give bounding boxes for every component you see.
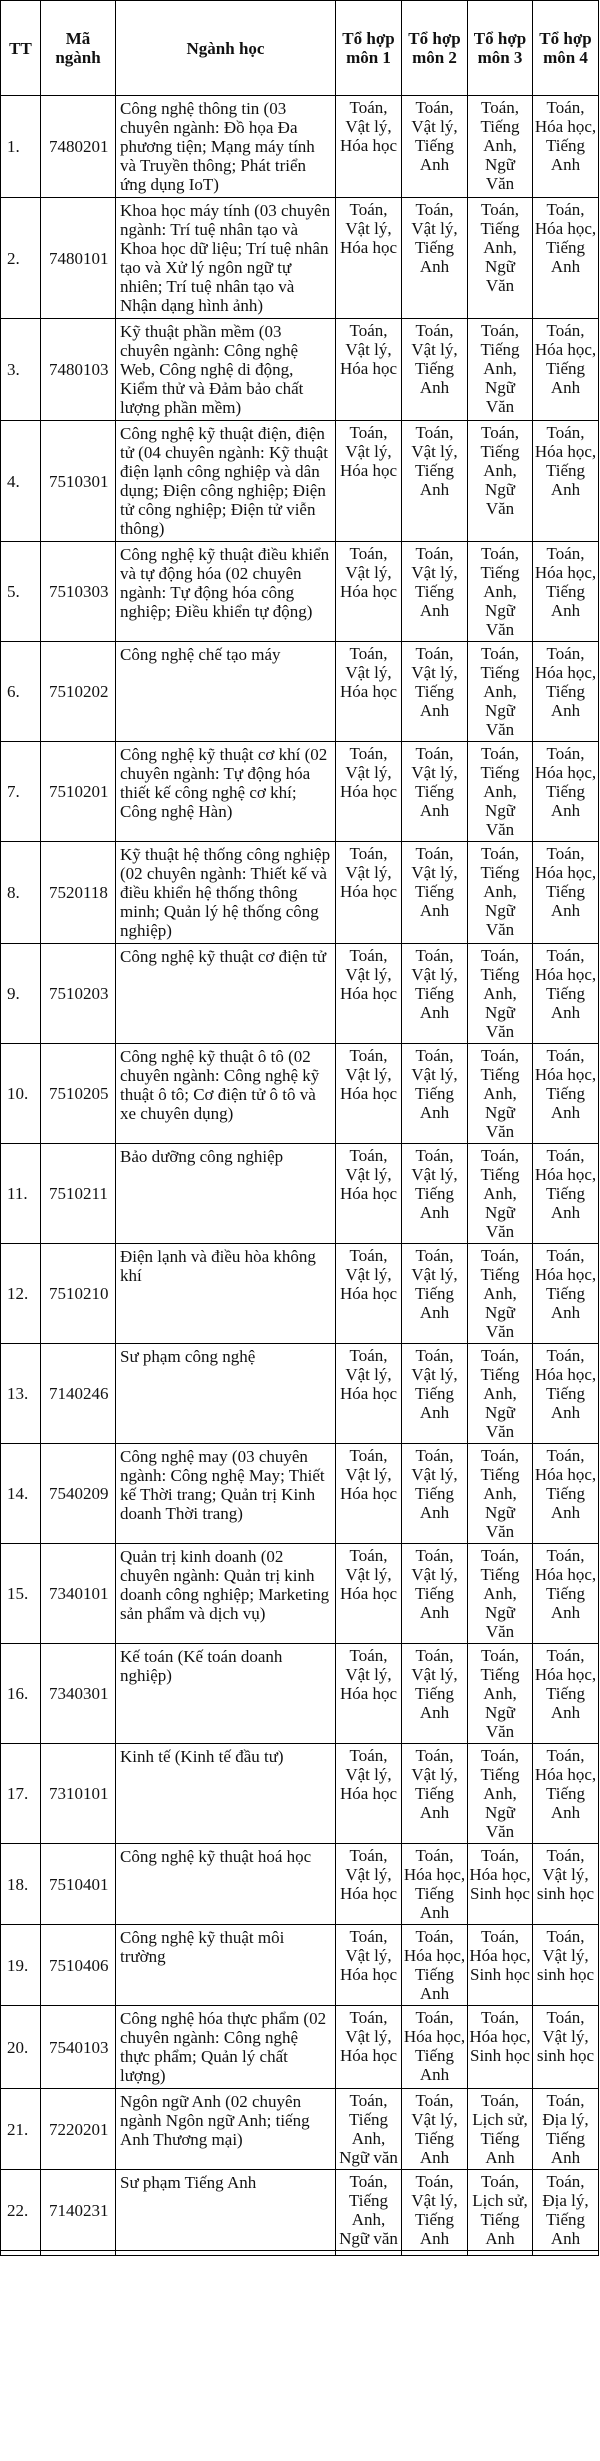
subject-combo-2: Toán, Hóa học, Tiếng Anh <box>402 1844 468 1925</box>
table-row-cutoff <box>1 2251 599 2256</box>
subject-combo-4: Toán, Hóa học, Tiếng Anh <box>533 1044 599 1144</box>
subject-combo-3: Toán, Tiếng Anh, Ngữ Văn <box>468 1344 533 1444</box>
major-code: 7480103 <box>41 319 116 421</box>
subject-combo-2: Toán, Vật lý, Tiếng Anh <box>402 1144 468 1244</box>
major-code: 7220201 <box>41 2089 116 2170</box>
row-number: 20. <box>1 2006 41 2089</box>
major-name: Kế toán (Kế toán doanh nghiệp) <box>116 1644 336 1744</box>
row-number: 16. <box>1 1644 41 1744</box>
major-name: Sư phạm công nghệ <box>116 1344 336 1444</box>
major-name: Công nghệ hóa thực phẩm (02 chuyên ngành: Công nghệ thực phẩm; Quản lý chất lượng) <box>116 2006 336 2089</box>
major-code: 7140231 <box>41 2170 116 2251</box>
subject-combo-2: Toán, Vật lý, Tiếng Anh <box>402 1044 468 1144</box>
subject-combo-4: Toán, Địa lý, Tiếng Anh <box>533 2170 599 2251</box>
subject-combo-4: Toán, Hóa học, Tiếng Anh <box>533 944 599 1044</box>
subject-combo-4: Toán, Hóa học, Tiếng Anh <box>533 319 599 421</box>
subject-combo-3: Toán, Tiếng Anh, Ngữ Văn <box>468 842 533 944</box>
table-row <box>1 2089 599 2170</box>
table-row <box>1 421 599 542</box>
row-number: 9. <box>1 944 41 1044</box>
subject-combo-4: Toán, Hóa học, Tiếng Anh <box>533 642 599 742</box>
subject-combo-1: Toán, Vật lý, Hóa học <box>336 1044 402 1144</box>
subject-combo-3: Toán, Tiếng Anh, Ngữ Văn <box>468 96 533 198</box>
major-code: 7340101 <box>41 1544 116 1644</box>
row-number: 18. <box>1 1844 41 1925</box>
subject-combo-2: Toán, Vật lý, Tiếng Anh <box>402 1244 468 1344</box>
subject-combo-4: Toán, Hóa học, Tiếng Anh <box>533 96 599 198</box>
table-row <box>1 319 599 421</box>
subject-combo-2: Toán, Vật lý, Tiếng Anh <box>402 542 468 642</box>
major-code: 7510401 <box>41 1844 116 1925</box>
table-body <box>1 96 599 2251</box>
subject-combo-2: Toán, Vật lý, Tiếng Anh <box>402 1744 468 1844</box>
major-code: 7480101 <box>41 198 116 319</box>
subject-combo-4: Toán, Hóa học, Tiếng Anh <box>533 1744 599 1844</box>
table-row <box>1 1144 599 1244</box>
major-code: 7510406 <box>41 1925 116 2006</box>
subject-combo-4: Toán, Vật lý, sinh học <box>533 1925 599 2006</box>
row-number: 17. <box>1 1744 41 1844</box>
major-name: Công nghệ kỹ thuật điều khiển và tự động hóa (02 chuyên ngành: Tự động hóa công nghiệp; Điều khiển tự động) <box>116 542 336 642</box>
row-number: 3. <box>1 319 41 421</box>
header-row <box>1 1 599 96</box>
row-number: 14. <box>1 1444 41 1544</box>
table-row <box>1 1444 599 1544</box>
subject-combo-1: Toán, Vật lý, Hóa học <box>336 2006 402 2089</box>
subject-combo-3: Toán, Lịch sử, Tiếng Anh <box>468 2089 533 2170</box>
subject-combo-3: Toán, Tiếng Anh, Ngữ Văn <box>468 1544 533 1644</box>
subject-combo-2: Toán, Vật lý, Tiếng Anh <box>402 2170 468 2251</box>
row-number: 7. <box>1 742 41 842</box>
subject-combo-1: Toán, Vật lý, Hóa học <box>336 842 402 944</box>
table-row <box>1 944 599 1044</box>
row-number: 8. <box>1 842 41 944</box>
row-number: 22. <box>1 2170 41 2251</box>
subject-combo-4: Toán, Hóa học, Tiếng Anh <box>533 1544 599 1644</box>
row-number: 1. <box>1 96 41 198</box>
header-to-hop-4: Tổ hợp môn 4 <box>533 1 599 96</box>
row-number: 5. <box>1 542 41 642</box>
subject-combo-3: Toán, Tiếng Anh, Ngữ Văn <box>468 1644 533 1744</box>
subject-combo-3: Toán, Tiếng Anh, Ngữ Văn <box>468 1244 533 1344</box>
subject-combo-3: Toán, Tiếng Anh, Ngữ Văn <box>468 1044 533 1144</box>
major-name: Công nghệ kỹ thuật cơ điện tử <box>116 944 336 1044</box>
major-name: Khoa học máy tính (03 chuyên ngành: Trí tuệ nhân tạo và Khoa học dữ liệu; Trí tuệ nhân tạo và Xử lý ngôn ngữ tự nhiên; Trí tuệ nhân tạo và Nhận dạng hình ảnh) <box>116 198 336 319</box>
row-number: 15. <box>1 1544 41 1644</box>
subject-combo-4: Toán, Địa lý, Tiếng Anh <box>533 2089 599 2170</box>
subject-combo-2: Toán, Vật lý, Tiếng Anh <box>402 96 468 198</box>
subject-combo-4: Toán, Hóa học, Tiếng Anh <box>533 742 599 842</box>
row-number: 13. <box>1 1344 41 1444</box>
header-to-hop-3: Tổ hợp môn 3 <box>468 1 533 96</box>
row-number: 4. <box>1 421 41 542</box>
row-number: 19. <box>1 1925 41 2006</box>
subject-combo-2: Toán, Vật lý, Tiếng Anh <box>402 198 468 319</box>
subject-combo-2: Toán, Vật lý, Tiếng Anh <box>402 944 468 1044</box>
table-row <box>1 1844 599 1925</box>
table-row <box>1 96 599 198</box>
major-name: Công nghệ kỹ thuật môi trường <box>116 1925 336 2006</box>
subject-combo-3: Toán, Tiếng Anh, Ngữ Văn <box>468 319 533 421</box>
subject-combo-1: Toán, Vật lý, Hóa học <box>336 1144 402 1244</box>
major-code: 7510301 <box>41 421 116 542</box>
subject-combo-2: Toán, Vật lý, Tiếng Anh <box>402 1544 468 1644</box>
table-row <box>1 1044 599 1144</box>
header-ma-nganh: Mã ngành <box>41 1 116 96</box>
table-row <box>1 2006 599 2089</box>
major-code: 7510303 <box>41 542 116 642</box>
subject-combo-2: Toán, Vật lý, Tiếng Anh <box>402 421 468 542</box>
subject-combo-4: Toán, Hóa học, Tiếng Anh <box>533 1644 599 1744</box>
subject-combo-1: Toán, Vật lý, Hóa học <box>336 1344 402 1444</box>
subject-combo-3: Toán, Tiếng Anh, Ngữ Văn <box>468 944 533 1044</box>
subject-combo-4: Toán, Hóa học, Tiếng Anh <box>533 1244 599 1344</box>
table-row <box>1 198 599 319</box>
subject-combo-1: Toán, Vật lý, Hóa học <box>336 1844 402 1925</box>
subject-combo-2: Toán, Vật lý, Tiếng Anh <box>402 1344 468 1444</box>
subject-combo-4: Toán, Hóa học, Tiếng Anh <box>533 421 599 542</box>
table-row <box>1 1244 599 1344</box>
subject-combo-2: Toán, Vật lý, Tiếng Anh <box>402 319 468 421</box>
subject-combo-1: Toán, Tiếng Anh, Ngữ văn <box>336 2170 402 2251</box>
table-row <box>1 1644 599 1744</box>
subject-combo-3: Toán, Tiếng Anh, Ngữ Văn <box>468 1144 533 1244</box>
subject-combo-4: Toán, Hóa học, Tiếng Anh <box>533 542 599 642</box>
table-row <box>1 2170 599 2251</box>
subject-combo-4: Toán, Vật lý, sinh học <box>533 1844 599 1925</box>
subject-combo-2: Toán, Vật lý, Tiếng Anh <box>402 742 468 842</box>
row-number: 2. <box>1 198 41 319</box>
subject-combo-1: Toán, Vật lý, Hóa học <box>336 1644 402 1744</box>
major-name: Công nghệ thông tin (03 chuyên ngành: Đồ họa Đa phương tiện; Mạng máy tính và Truyền thông; Phát triển ứng dụng IoT) <box>116 96 336 198</box>
major-code: 7510205 <box>41 1044 116 1144</box>
subject-combo-2: Toán, Vật lý, Tiếng Anh <box>402 2089 468 2170</box>
subject-combo-1: Toán, Tiếng Anh, Ngữ văn <box>336 2089 402 2170</box>
subject-combo-4: Toán, Hóa học, Tiếng Anh <box>533 1144 599 1244</box>
subject-combo-3: Toán, Lịch sử, Tiếng Anh <box>468 2170 533 2251</box>
major-name: Công nghệ kỹ thuật điện, điện tử (04 chuyên ngành: Kỹ thuật điện lạnh công nghiệp và dân dụng; Điện công nghiệp; Điện tử công nghiệp; Điện tử viễn thông) <box>116 421 336 542</box>
subject-combo-3: Toán, Tiếng Anh, Ngữ Văn <box>468 421 533 542</box>
subject-combo-1: Toán, Vật lý, Hóa học <box>336 1444 402 1544</box>
major-name: Kinh tế (Kinh tế đầu tư) <box>116 1744 336 1844</box>
major-name: Ngôn ngữ Anh (02 chuyên ngành Ngôn ngữ Anh; tiếng Anh Thương mại) <box>116 2089 336 2170</box>
subject-combo-1: Toán, Vật lý, Hóa học <box>336 642 402 742</box>
major-name: Bảo dưỡng công nghiệp <box>116 1144 336 1244</box>
subject-combo-1: Toán, Vật lý, Hóa học <box>336 1544 402 1644</box>
subject-combo-4: Toán, Vật lý, sinh học <box>533 2006 599 2089</box>
row-number: 12. <box>1 1244 41 1344</box>
major-code: 7340301 <box>41 1644 116 1744</box>
subject-combo-1: Toán, Vật lý, Hóa học <box>336 96 402 198</box>
major-name: Công nghệ kỹ thuật ô tô (02 chuyên ngành: Công nghệ kỹ thuật ô tô; Cơ điện tử ô tô và xe chuyên dụng) <box>116 1044 336 1144</box>
table-row <box>1 742 599 842</box>
major-name: Công nghệ chế tạo máy <box>116 642 336 742</box>
major-code: 7510203 <box>41 944 116 1044</box>
subject-combo-1: Toán, Vật lý, Hóa học <box>336 421 402 542</box>
major-code: 7510211 <box>41 1144 116 1244</box>
subject-combo-1: Toán, Vật lý, Hóa học <box>336 319 402 421</box>
subject-combo-1: Toán, Vật lý, Hóa học <box>336 1244 402 1344</box>
subject-combo-3: Toán, Tiếng Anh, Ngữ Văn <box>468 742 533 842</box>
table-row <box>1 542 599 642</box>
subject-combo-1: Toán, Vật lý, Hóa học <box>336 198 402 319</box>
subject-combo-1: Toán, Vật lý, Hóa học <box>336 542 402 642</box>
header-tt: TT <box>1 1 41 96</box>
major-code: 7510202 <box>41 642 116 742</box>
table-row <box>1 842 599 944</box>
subject-combo-3: Toán, Hóa học, Sinh học <box>468 1925 533 2006</box>
header-nganh-hoc: Ngành học <box>116 1 336 96</box>
major-code: 7480201 <box>41 96 116 198</box>
row-number: 10. <box>1 1044 41 1144</box>
subject-combo-2: Toán, Hóa học, Tiếng Anh <box>402 2006 468 2089</box>
subject-combo-4: Toán, Hóa học, Tiếng Anh <box>533 842 599 944</box>
table-row <box>1 642 599 742</box>
header-to-hop-2: Tổ hợp môn 2 <box>402 1 468 96</box>
subject-combo-2: Toán, Vật lý, Tiếng Anh <box>402 1444 468 1544</box>
subject-combo-3: Toán, Tiếng Anh, Ngữ Văn <box>468 1744 533 1844</box>
subject-combo-3: Toán, Tiếng Anh, Ngữ Văn <box>468 642 533 742</box>
subject-combo-4: Toán, Hóa học, Tiếng Anh <box>533 1344 599 1444</box>
subject-combo-2: Toán, Vật lý, Tiếng Anh <box>402 1644 468 1744</box>
major-name: Kỹ thuật hệ thống công nghiệp (02 chuyên ngành: Thiết kế và điều khiển hệ thống thông minh; Quản lý hệ thống công nghiệp) <box>116 842 336 944</box>
major-code: 7510210 <box>41 1244 116 1344</box>
table-row <box>1 1925 599 2006</box>
major-code: 7520118 <box>41 842 116 944</box>
subject-combo-1: Toán, Vật lý, Hóa học <box>336 1925 402 2006</box>
subject-combo-3: Toán, Tiếng Anh, Ngữ Văn <box>468 1444 533 1544</box>
subject-combo-2: Toán, Vật lý, Tiếng Anh <box>402 842 468 944</box>
table-row <box>1 1544 599 1644</box>
subject-combo-3: Toán, Hóa học, Sinh học <box>468 1844 533 1925</box>
major-code: 7540209 <box>41 1444 116 1544</box>
row-number: 21. <box>1 2089 41 2170</box>
header-to-hop-1: Tổ hợp môn 1 <box>336 1 402 96</box>
major-code: 7540103 <box>41 2006 116 2089</box>
major-code: 7140246 <box>41 1344 116 1444</box>
subject-combo-1: Toán, Vật lý, Hóa học <box>336 742 402 842</box>
major-name: Công nghệ kỹ thuật cơ khí (02 chuyên ngành: Tự động hóa thiết kế công nghệ cơ khí; Công nghệ Hàn) <box>116 742 336 842</box>
row-number: 6. <box>1 642 41 742</box>
major-name: Kỹ thuật phần mềm (03 chuyên ngành: Công nghệ Web, Công nghệ di động, Kiểm thử và Đảm bảo chất lượng phần mềm) <box>116 319 336 421</box>
major-code: 7510201 <box>41 742 116 842</box>
major-code: 7310101 <box>41 1744 116 1844</box>
major-name: Công nghệ may (03 chuyên ngành: Công nghệ May; Thiết kế Thời trang; Quản trị Kinh doanh Thời trang) <box>116 1444 336 1544</box>
major-name: Công nghệ kỹ thuật hoá học <box>116 1844 336 1925</box>
subject-combo-3: Toán, Tiếng Anh, Ngữ Văn <box>468 198 533 319</box>
subject-combo-4: Toán, Hóa học, Tiếng Anh <box>533 1444 599 1544</box>
major-name: Sư phạm Tiếng Anh <box>116 2170 336 2251</box>
subject-combo-2: Toán, Vật lý, Tiếng Anh <box>402 642 468 742</box>
subject-combo-3: Toán, Tiếng Anh, Ngữ Văn <box>468 542 533 642</box>
subject-combo-1: Toán, Vật lý, Hóa học <box>336 944 402 1044</box>
subject-combo-3: Toán, Hóa học, Sinh học <box>468 2006 533 2089</box>
subject-combo-1: Toán, Vật lý, Hóa học <box>336 1744 402 1844</box>
row-number: 11. <box>1 1144 41 1244</box>
subject-combo-2: Toán, Hóa học, Tiếng Anh <box>402 1925 468 2006</box>
subject-combo-4: Toán, Hóa học, Tiếng Anh <box>533 198 599 319</box>
table-row <box>1 1744 599 1844</box>
table-row <box>1 1344 599 1444</box>
major-name: Quản trị kinh doanh (02 chuyên ngành: Quản trị kinh doanh công nghiệp; Marketing sản phẩm và dịch vụ) <box>116 1544 336 1644</box>
major-name: Điện lạnh và điều hòa không khí <box>116 1244 336 1344</box>
